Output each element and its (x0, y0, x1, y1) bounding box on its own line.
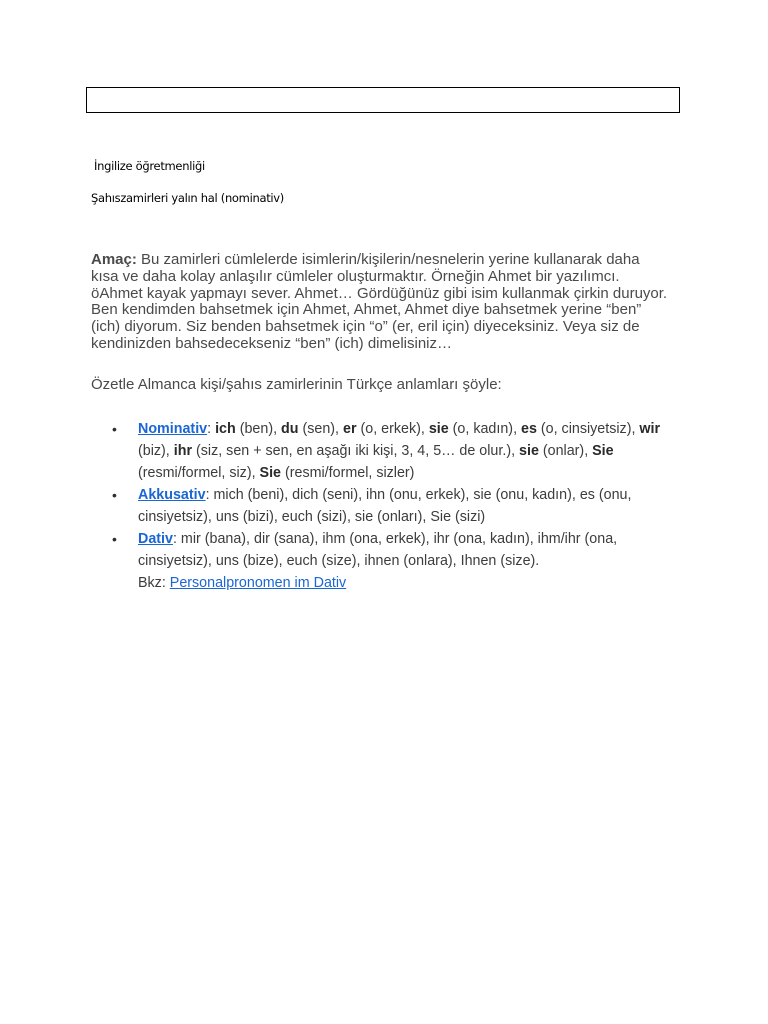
meaning: (biz), (138, 443, 174, 459)
pronoun: sie (428, 421, 449, 437)
summary-line: Özetle Almanca kişi/şahıs zamirlerinin Türkçe anlamları şöyle: (91, 376, 502, 393)
meaning: (o, cinsiyetsiz), (536, 421, 640, 437)
pronoun: ich (215, 421, 236, 437)
nominativ-link[interactable]: Nominativ (138, 421, 208, 437)
aim-label: Amaç: (91, 251, 137, 268)
meaning: (resmi/formel, siz), (138, 465, 260, 481)
akkusativ-text: : mich (beni), dich (seni), ihn (onu, erkek), sie (onu, kadın), es (onu, cinsiyetsiz), uns (bizi), euch (sizi), sie (onları), Sie (sizi) (138, 487, 632, 525)
meaning: (onlar), (538, 443, 593, 459)
bullet-icon: • (112, 531, 117, 547)
aim-text: Bu zamirleri cümlelerde isimlerin/kişilerin/nesnelerin yerine kullanarak daha kısa ve daha kolay anlaşılır cümleler oluşturmaktır. Örneğin Ahmet bir yazılımcı. öAhmet kayak yapmayı sever. Ahmet… Gördüğünüz gibi isim kullanmak çirkin duruyor. Ben kendimden bahsetmek için Ahmet, Ahmet, Ahmet diye bahsetmek yerine “ben” (ich) diyorum. Siz benden bahsetmek için “o” (er, eril için) diyeceksiniz. Veya siz de kendinizden bahsedecekseniz “ben” (ich) dimelisiniz… (91, 251, 668, 352)
personalpronomen-dativ-link[interactable]: Personalpronomen im Dativ (169, 575, 347, 591)
bullet-icon: • (112, 487, 117, 503)
list-item-nominativ (112, 418, 672, 484)
pronoun: Sie (259, 465, 281, 481)
aim-paragraph (91, 252, 671, 353)
pronoun: es (521, 421, 537, 437)
case-list (112, 418, 672, 594)
bullet-icon: • (112, 421, 117, 437)
pronoun: du (281, 421, 299, 437)
meaning: (ben), (235, 421, 282, 437)
topic-line: Şahıszamirleri yalın hal (nominativ) (91, 191, 284, 205)
meaning: (resmi/formel, sizler) (281, 465, 415, 481)
meaning: (siz, sen + sen, en aşağı iki kişi, 3, 4, 5… de olur.), (192, 443, 520, 459)
header-box (86, 87, 680, 113)
pronoun: Sie (592, 443, 614, 459)
akkusativ-link[interactable]: Akkusativ (138, 487, 206, 503)
list-item-akkusativ (112, 484, 672, 528)
list-item-dativ (112, 528, 672, 594)
dativ-link[interactable]: Dativ (138, 531, 173, 547)
pronoun: ihr (173, 443, 193, 459)
course-line: İngilize öğretmenliği (94, 159, 205, 173)
pronoun: sie (519, 443, 539, 459)
see-prefix: Bkz: (138, 575, 170, 591)
meaning: (sen), (298, 421, 344, 437)
separator: : (207, 421, 216, 437)
meaning: (o, erkek), (356, 421, 429, 437)
pronoun: er (343, 421, 357, 437)
meaning: (o, kadın), (448, 421, 522, 437)
dativ-text: : mir (bana), dir (sana), ihm (ona, erkek), ihr (ona, kadın), ihm/ihr (ona, cinsiyetsiz), uns (bize), euch (size), ihnen (onlara), Ihnen (size). (138, 531, 618, 569)
pronoun: wir (639, 421, 661, 437)
